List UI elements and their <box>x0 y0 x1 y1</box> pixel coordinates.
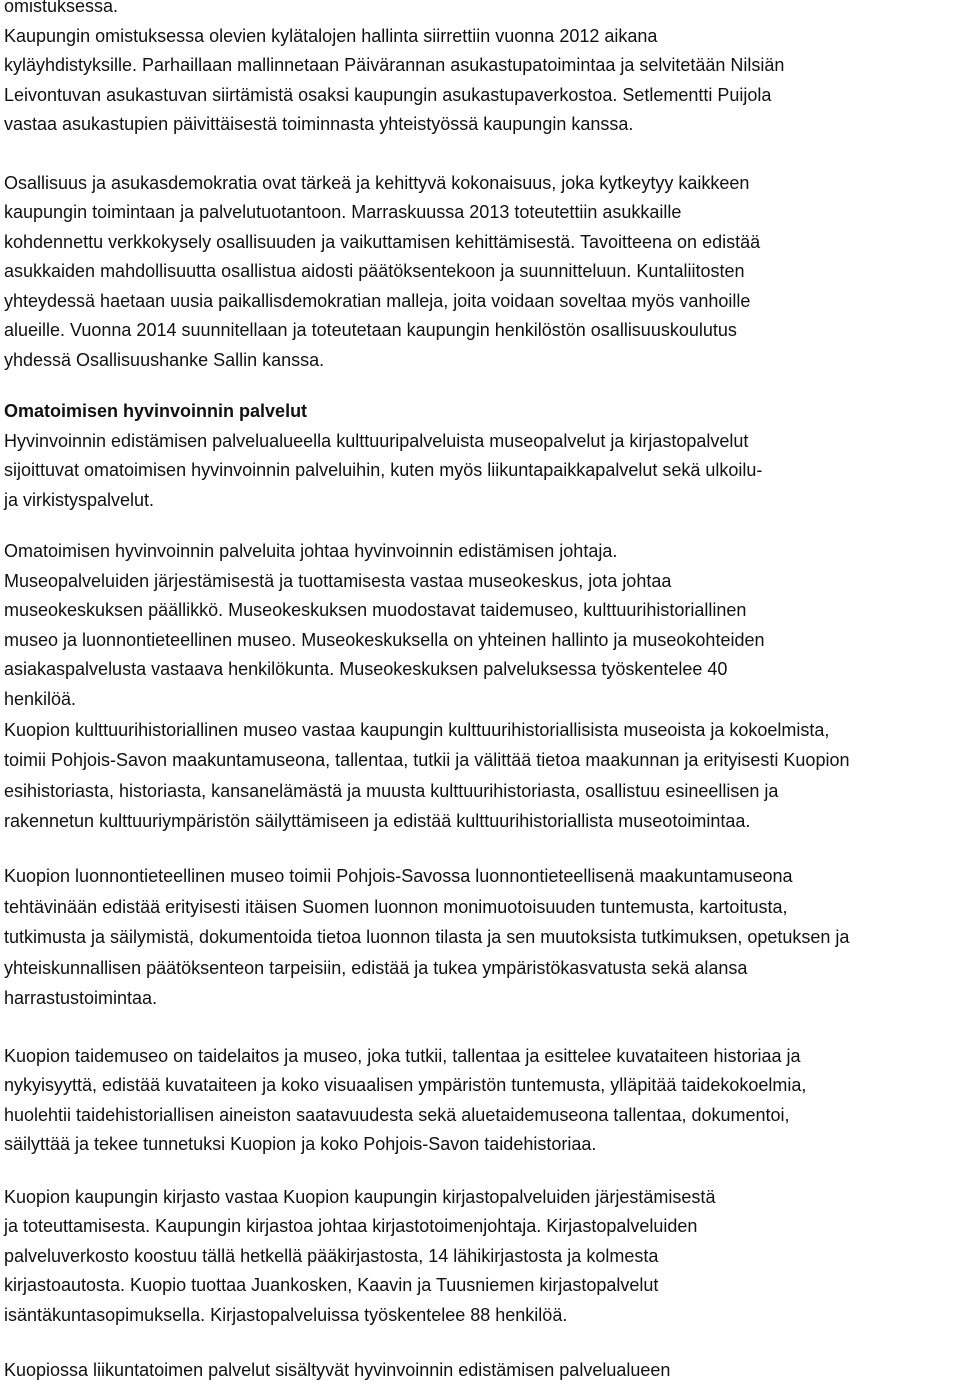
natural-museum-paragraph: Kuopion luonnontieteellinen museo toimii Pohjois-Savossa luonnontieteellisenä maakuntamuseona tehtävinään edistää erityisesti itäisen Suomen luonnon monimuotoisuuden tuntemusta, kartoitusta, tutkimusta ja säilymistä, dokumentoida tietoa luonnon tilasta ja sen muutoksista tutkimuksen, opetuksen ja yhteiskunnallisen päätöksenteon tarpeisiin, edistää ja tukea ympäristökasvatusta sekä alansa harrastustoimintaa. <box>4 865 850 1009</box>
intro-paragraph: omistuksessa. Kaupungin omistuksessa olevien kylätalojen hallinta siirrettiin vuonna 2012 aikana kyläyhdistyksille. Parhaillaan mallinnetaan Päivärannan asukastupatoimintaa ja selvitetään Nilsiän Leivontuvan asukastuvan siirtämistä osaksi kaupungin asukastupaverkostoa. Setlementti Puijola vastaa asukastupien päivittäisestä toiminnasta yhteistyössä kaupungin kanssa. <box>4 0 785 134</box>
art-museum-paragraph: Kuopion taidemuseo on taidelaitos ja museo, joka tutkii, tallentaa ja esittelee kuvataiteen historiaa ja nykyisyyttä, edistää kuvataiteen ja koko visuaalisen ympäristön tuntemusta, ylläpitää taidekokoelmia, huolehtii taidehistoriallisen aineiston saatavuudesta sekä aluetaidemuseona tallentaa, dokumentoi, säilyttää ja tekee tunnetuksi Kuopion ja koko Pohjois-Savon taidehistoriaa. <box>4 1045 807 1155</box>
paragraph-gap <box>4 837 954 861</box>
sports-paragraph: Kuopiossa liikuntatoimen palvelut sisältyvät hyvinvoinnin edistämisen palvelualueen <box>4 1360 671 1381</box>
document-page <box>4 0 954 1386</box>
paragraph-gap <box>4 1160 954 1183</box>
museums-paragraph: Omatoimisen hyvinvoinnin palveluita johtaa hyvinvoinnin edistämisen johtaja. Museopalveluiden järjestämisestä ja tuottamisesta vastaa museokeskus, jota johtaa museokeskuksen päällikkö. Museokeskuksen muodostavat taidemuseo, kulttuurihistoriallinen museo ja luonnontieteellinen museo. Museokeskuksella on yhteinen hallinto ja museokohteiden asiakaspalvelusta vastaava henkilökunta. Museokeskuksen palveluksessa työskentelee 40 henkilöä. <box>4 541 765 709</box>
library-paragraph: Kuopion kaupungin kirjasto vastaa Kuopion kaupungin kirjastopalveluiden järjestämisestä ja toteuttamisesta. Kaupungin kirjastoa johtaa kirjastotoimenjohtaja. Kirjastopalveluiden palveluverkosto koostuu tällä hetkellä pääkirjastosta, 14 lähikirjastosta ja kolmesta kirjastoautosta. Kuopio tuottaa Juankosken, Kaavin ja Tuusniemen kirjastopalvelut isäntäkuntasopimuksella. Kirjastopalveluissa työskentelee 88 henkilöä. <box>4 1186 716 1325</box>
paragraph-gap <box>4 140 954 169</box>
participation-paragraph: Osallisuus ja asukasdemokratia ovat tärkeä ja kehittyvä kokonaisuus, joka kytkeytyy kaikkeen kaupungin toimintaan ja palvelutuotantoon. Marraskuussa 2013 toteutettiin asukkaille kohdennettu verkkokysely osallisuuden ja vaikuttamisen kehittämisestä. Tavoitteena on edistää asukkaiden mahdollisuutta osallistua aidosti päätöksentekoon ja suunnitteluun. Kuntaliitosten yhteydessä haetaan uusia paikallisdemokratian malleja, joita voidaan soveltaa myös vanhoille alueille. Vuonna 2014 suunnitellaan ja toteutetaan kaupungin henkilöstön osallisuuskoulutus yhdessä Osallisuushanke Sallin kanssa. <box>4 172 761 370</box>
cultural-museum-paragraph: Kuopion kulttuurihistoriallinen museo vastaa kaupungin kulttuurihistoriallisista museoista ja kokoelmista, toimii Pohjois-Savon maakuntamuseona, tallentaa, tutkii ja välittää tietoa maakunnan ja erityisesti Kuopion esihistoriasta, historiasta, kansanelämästä ja muusta kulttuurihistoriasta, osallistuu esineellisen ja rakennetun kulttuuriympäristön säilyttämiseen ja edistää kulttuurihistoriallista museotoimintaa. <box>4 719 850 832</box>
paragraph-gap <box>4 1014 954 1042</box>
paragraph-gap <box>4 375 954 397</box>
paragraph-gap <box>4 515 954 537</box>
section-heading: Omatoimisen hyvinvoinnin palvelut <box>4 401 308 421</box>
section-intro-paragraph: Hyvinvoinnin edistämisen palvelualueella kulttuuripalveluista museopalvelut ja kirjastopalvelut sijoittuvat omatoimisen hyvinvoinnin palveluihin, kuten myös liikuntapaikkapalvelut sekä ulkoilu- ja virkistyspalvelut. <box>4 430 763 510</box>
paragraph-gap <box>4 1330 954 1356</box>
